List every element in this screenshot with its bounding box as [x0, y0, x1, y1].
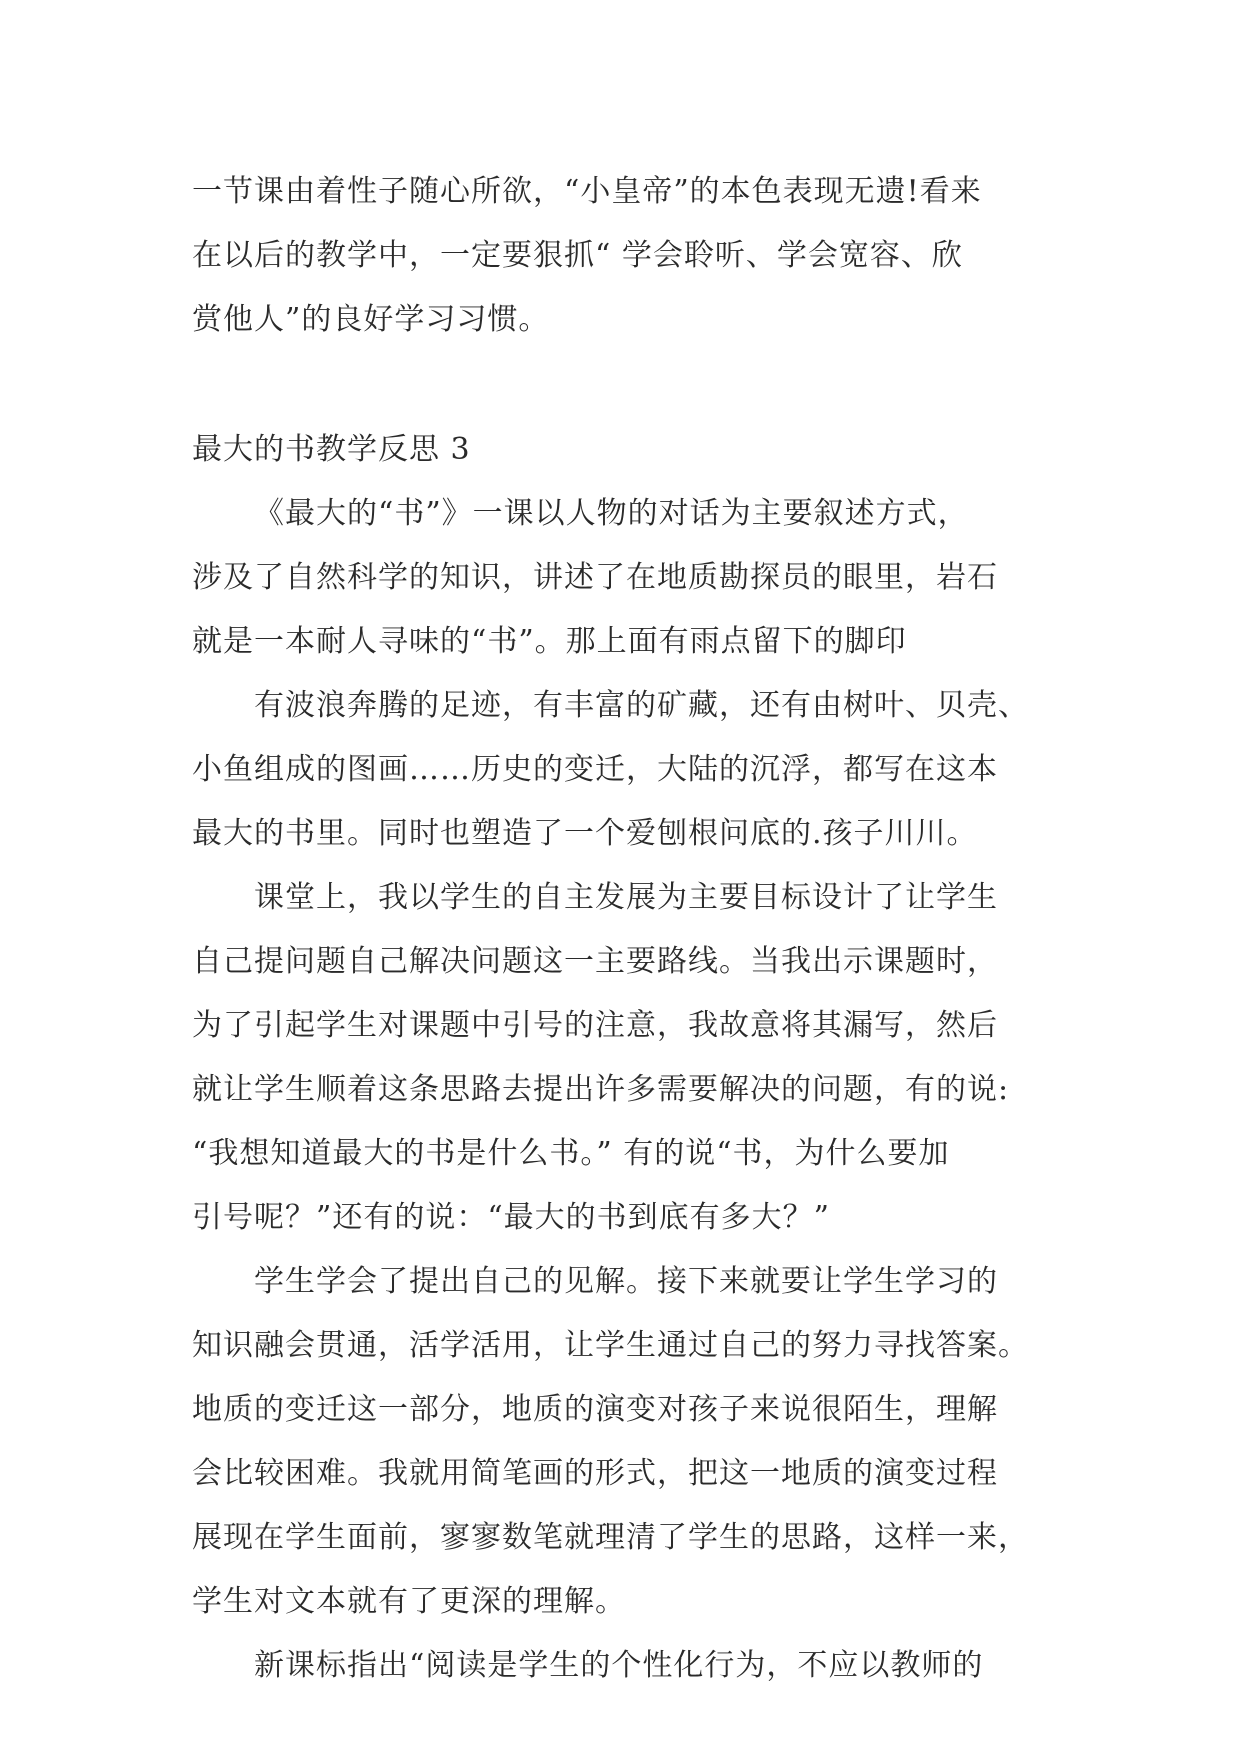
paragraph [192, 1250, 1052, 1634]
text-line: 小鱼组成的图画……历史的变迁，大陆的沉浮，都写在这本 [192, 752, 998, 787]
text-line: 为了引起学生对课题中引号的注意，我故意将其漏写，然后 [192, 1008, 998, 1043]
text-line: 知识融会贯通，活学活用，让学生通过自己的努力寻找答案。 [192, 1328, 1029, 1363]
paragraph [192, 674, 1052, 866]
text-line: 涉及了自然科学的知识，讲述了在地质勘探员的眼里，岩石 [192, 560, 998, 595]
text-line: 会比较困难。我就用简笔画的形式，把这一地质的演变过程 [192, 1456, 998, 1491]
text-line: 课堂上，我以学生的自主发展为主要目标设计了让学生 [254, 880, 998, 915]
text-line: “我想知道最大的书是什么书。” 有的说“书，为什么要加 [192, 1136, 950, 1171]
text-line: 展现在学生面前，寥寥数笔就理清了学生的思路，这样一来， [192, 1520, 1029, 1555]
document-body [192, 160, 1052, 1698]
text-line: 学生学会了提出自己的见解。接下来就要让学生学习的 [254, 1264, 998, 1299]
text-line: 新课标指出“阅读是学生的个性化行为，不应以教师的 [254, 1648, 984, 1683]
text-line: 赏他人”的良好学习习惯。 [192, 302, 550, 337]
text-line: 一节课由着性子随心所欲，“小皇帝”的本色表现无遗!看来 [192, 174, 982, 209]
paragraph [192, 866, 1052, 1250]
text-line: 最大的书里。同时也塑造了一个爱刨根问底的.孩子川川。 [192, 816, 978, 851]
text-line: 引号呢？”还有的说：“最大的书到底有多大？” [192, 1200, 831, 1235]
paragraph-gap [192, 352, 1052, 418]
text-line: 就让学生顺着这条思路去提出许多需要解决的问题，有的说: [192, 1072, 1010, 1107]
intro-paragraph [192, 160, 1052, 352]
paragraph [192, 482, 1052, 674]
text-line: 地质的变迁这一部分，地质的演变对孩子来说很陌生，理解 [192, 1392, 998, 1427]
text-line: 《最大的“书”》一课以人物的对话为主要叙述方式， [254, 496, 969, 531]
section-title: 最大的书教学反思 3 [192, 432, 471, 467]
paragraph [192, 1634, 1052, 1698]
text-line: 就是一本耐人寻味的“书”。那上面有雨点留下的脚印 [192, 624, 907, 659]
text-line: 学生对文本就有了更深的理解。 [192, 1584, 626, 1619]
text-line: 自己提问题自己解决问题这一主要路线。当我出示课题时， [192, 944, 998, 979]
text-line: 有波浪奔腾的足迹，有丰富的矿藏，还有由树叶、贝壳、 [254, 688, 1029, 723]
text-line: 在以后的教学中，一定要狠抓“ 学会聆听、学会宽容、欣 [192, 238, 963, 273]
